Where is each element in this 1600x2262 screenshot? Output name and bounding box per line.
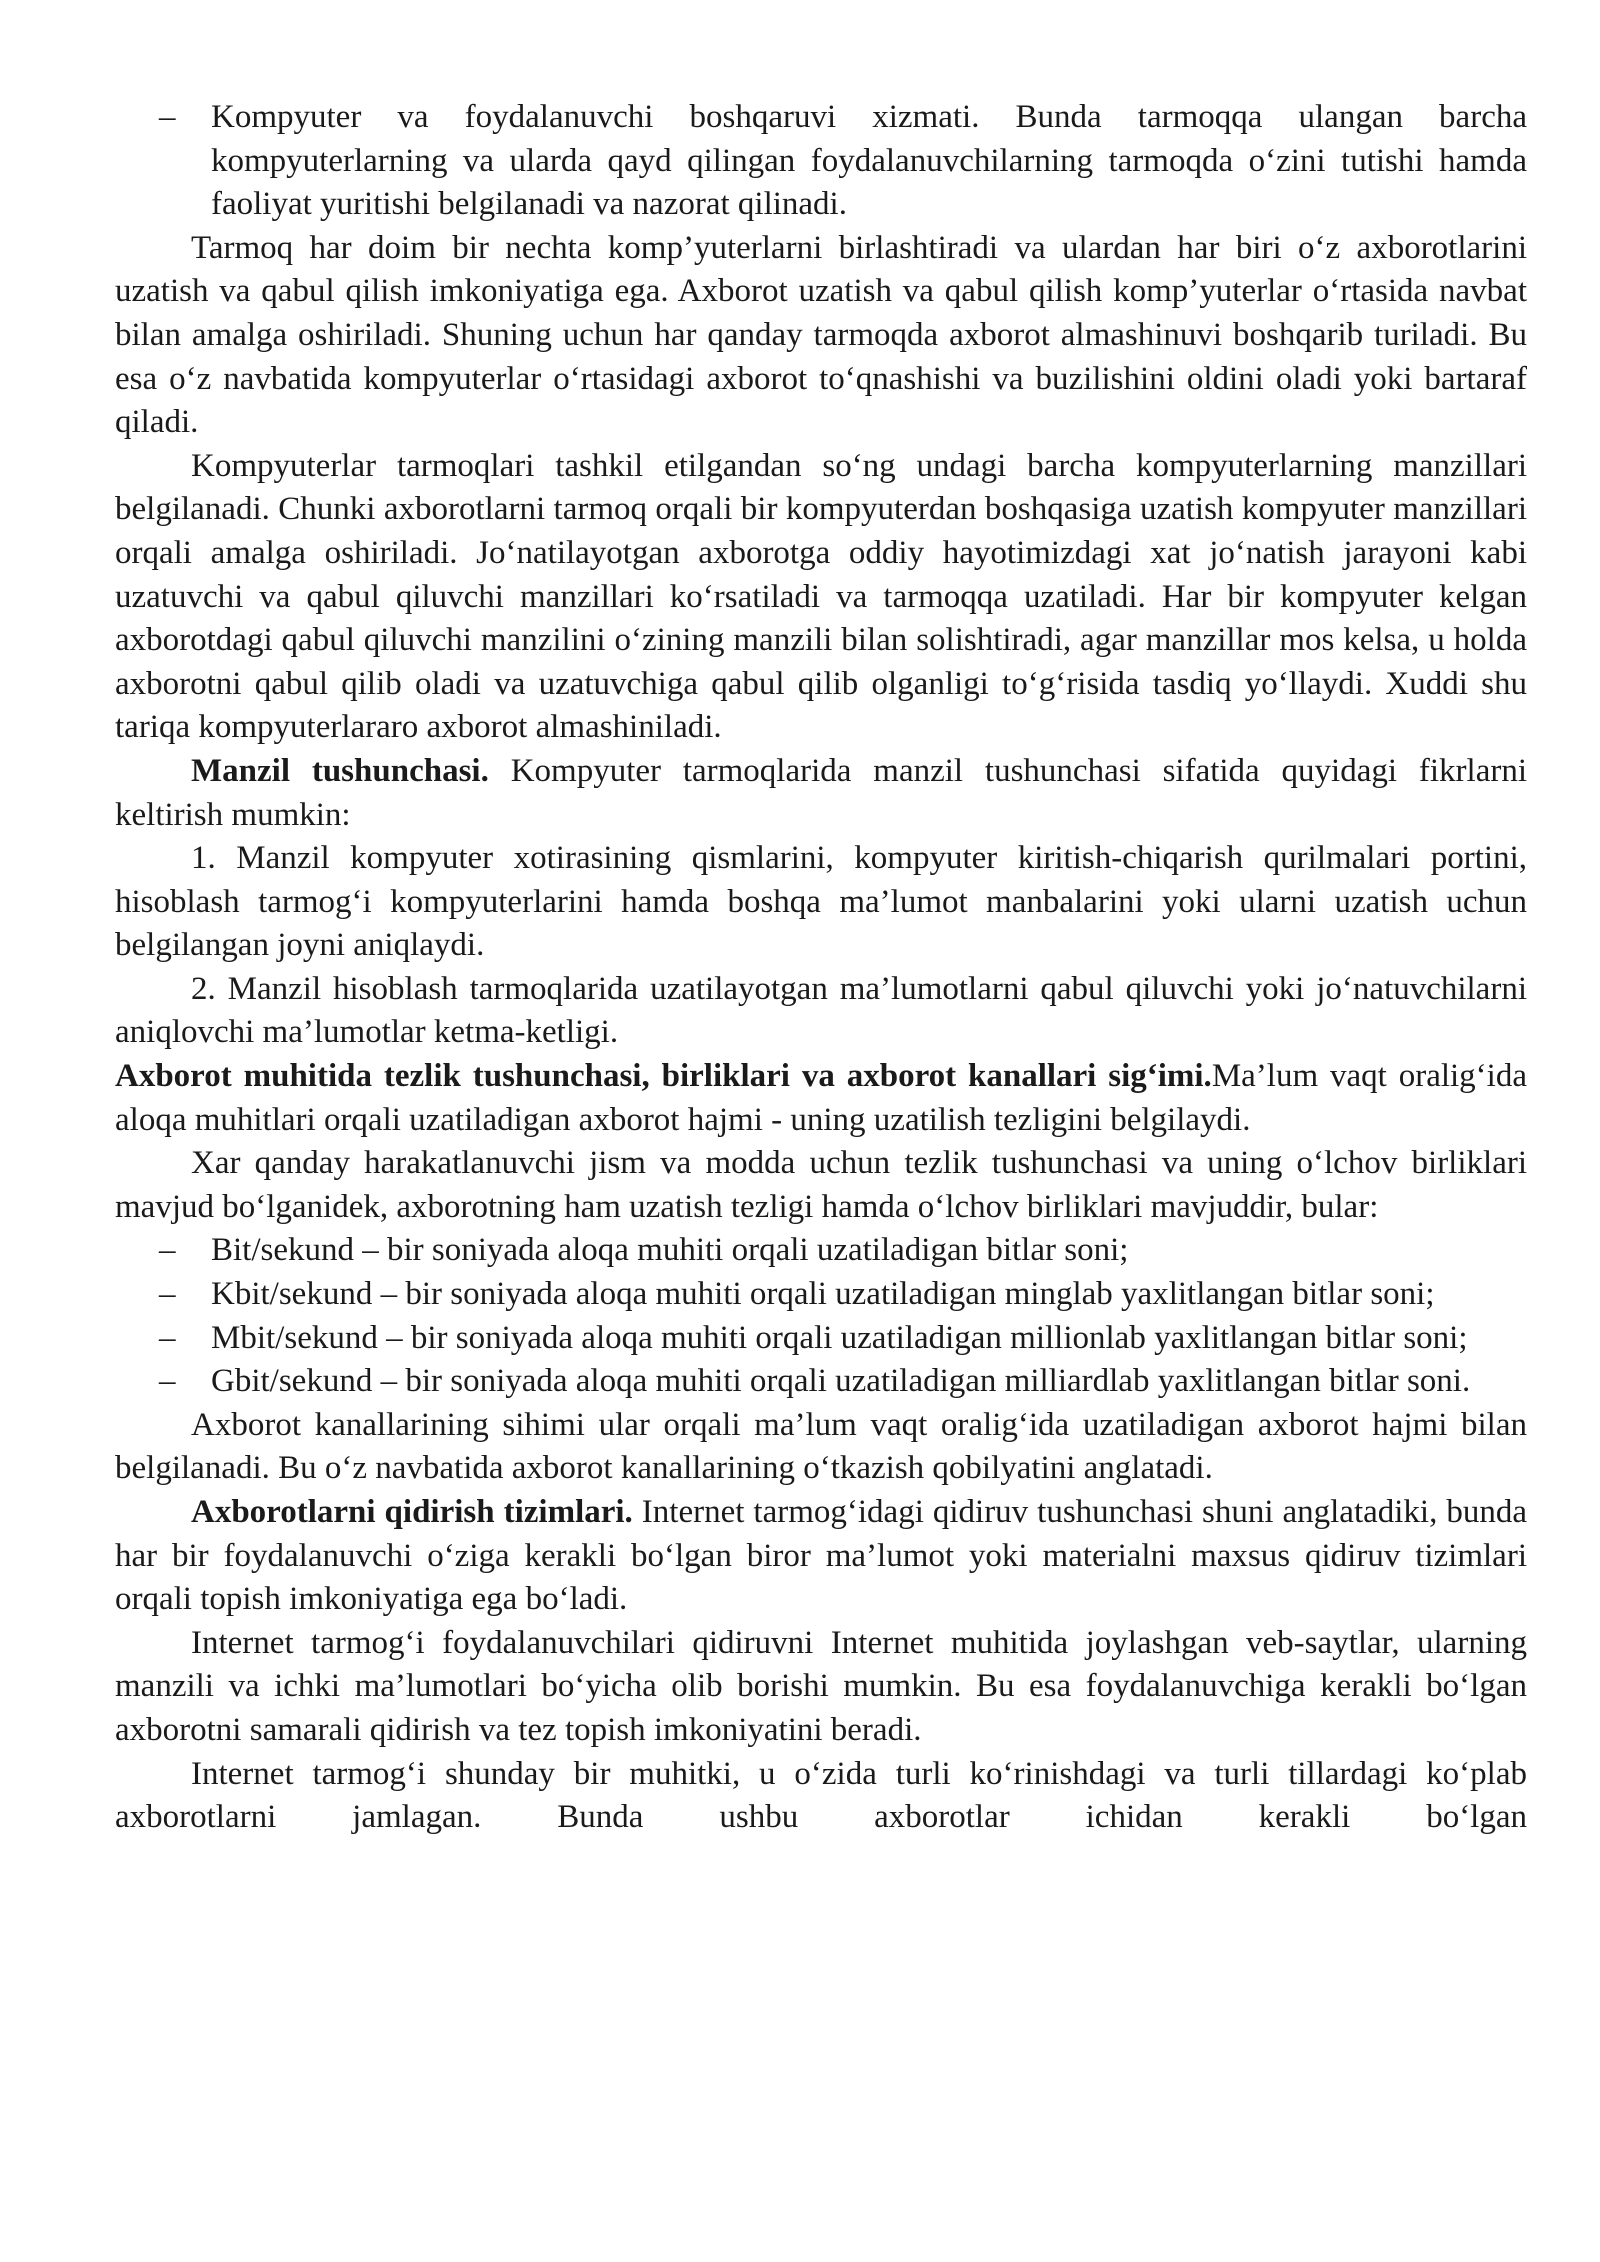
list-item <box>115 1273 1527 1317</box>
paragraph <box>115 750 1527 837</box>
paragraph: Axborot kanallarining sihimi ular orqali ma’lum vaqt oralig‘ida uzatiladigan axborot hajmi bilan belgilanadi. Bu o‘z navbatida axborot kanallarining o‘tkazish qobilyatini anglatadi. <box>115 1406 1527 1487</box>
dash-bullet: – <box>159 1232 176 1269</box>
numbered-item: 1. Manzil kompyuter xotirasining qismlarini, kompyuter kiritish-chiqarish qurilmalari portini, hisoblash tarmog‘i kompyuterlarini hamda boshqa ma’lumot manbalarini yoki ularni uzatish uchun belgilangan joyni aniqlaydi. <box>115 840 1527 964</box>
section-heading: Manzil tushunchasi. <box>191 752 489 789</box>
paragraph-text: Kompyuter tarmoqlarida manzil tushunchasi sifatida quyidagi fikrlarni keltirish mumkin: <box>115 752 1527 833</box>
list-item-text: Bit/sekund – bir soniyada aloqa muhiti orqali uzatiladigan bitlar soni; <box>211 1232 1129 1269</box>
list-item-text: Gbit/sekund – bir soniyada aloqa muhiti orqali uzatiladigan milliardlab yaxlitlangan bitlar soni. <box>211 1363 1471 1400</box>
paragraph <box>115 1055 1527 1142</box>
list-item <box>115 96 1527 227</box>
numbered-item: 2. Manzil hisoblash tarmoqlarida uzatilayotgan ma’lumotlarni qabul qiluvchi yoki jo‘natuvchilarni aniqlovchi ma’lumotlar ketma-ketligi. <box>115 970 1527 1051</box>
paragraph-text: Ma’lum vaqt oralig‘ida aloqa muhitlari orqali uzatiladigan axborot hajmi - uning uzatilish tezligini belgilaydi. <box>115 1058 1527 1138</box>
paragraph: Internet tarmog‘i foydalanuvchilari qidiruvni Internet muhitida joylashgan veb-saytlar, ularning manzili va ichki ma’lumotlari bo‘yicha olib borishi mumkin. Bu esa foydalanuvchiga kerakli bo‘lgan axborotni samarali qidirish va tez topish imkoniyatini beradi. <box>115 1624 1527 1748</box>
dash-bullet: – <box>159 99 176 135</box>
dash-bullet: – <box>159 1363 176 1400</box>
list-item <box>115 1317 1527 1361</box>
paragraph: Kompyuterlar tarmoqlari tashkil etilgandan so‘ng undagi barcha kompyuterlarning manzillari belgilanadi. Chunki axborotlarni tarmoq orqali bir kompyuterdan boshqasiga uzatish kompyuter manzillari orqali amalga oshiriladi. Jo‘natilayotgan axborotga oddiy hayotimizdagi xat jo‘natish jarayoni kabi uzatuvchi va qabul qiluvchi manzillari ko‘rsatiladi va tarmoqqa uzatiladi. Har bir kompyuter kelgan axborotdagi qabul qiluvchi manzilini o‘zining manzili bilan solishtiradi, agar manzillar mos kelsa, u holda axborotni qabul qilib oladi va uzatuvchiga qabul qilib olganligi to‘g‘risida tasdiq yo‘llaydi. Xuddi shu tariqa kompyuterlararo axborot almashiniladi. <box>115 447 1527 746</box>
list-item-text: Mbit/sekund – bir soniyada aloqa muhiti orqali uzatiladigan millionlab yaxlitlangan bitlar soni; <box>211 1319 1468 1356</box>
dash-bullet: – <box>159 1276 176 1313</box>
document-page <box>115 96 1527 1840</box>
list-item-text: Kompyuter va foydalanuvchi boshqaruvi xizmati. Bunda tarmoqqa ulangan barcha kompyuterlarning va ularda qayd qilingan foydalanuvchilarning tarmoqda o‘zini tutishi hamda faoliyat yuritishi belgilanadi va nazorat qilinadi. <box>211 99 1527 223</box>
paragraph: Tarmoq har doim bir nechta komp’yuterlarni birlashtiradi va ulardan har biri o‘z axborotlarini uzatish va qabul qilish imkoniyatiga ega. Axborot uzatish va qabul qilish komp’yuterlar o‘rtasida navbat bilan amalga oshiriladi. Shuning uchun har qanday tarmoqda axborot almashinuvi boshqarib turiladi. Bu esa o‘z navbatida kompyuterlar o‘rtasidagi axborot to‘qnashishi va buzilishini oldini oladi yoki bartaraf qiladi. <box>115 229 1527 441</box>
paragraph: Internet tarmog‘i shunday bir muhitki, u o‘zida turli ko‘rinishdagi va turli tillardagi ko‘plab axborotlarni jamlagan. Bunda ushbu axborotlar ichidan kerakli bo‘lgan <box>115 1755 1527 1836</box>
paragraph-text: Internet tarmog‘idagi qidiruv tushunchasi shuni anglatadiki, bunda har bir foydalanuvchi o‘ziga kerakli bo‘lgan biror ma’lumot yoki materialni maxsus qidiruv tizimlari orqali topish imkoniyatiga ega bo‘ladi. <box>115 1494 1527 1618</box>
list-item <box>115 1229 1527 1273</box>
dash-bullet: – <box>159 1319 176 1356</box>
paragraph: Xar qanday harakatlanuvchi jism va modda uchun tezlik tushunchasi va uning o‘lchov birliklari mavjud bo‘lganidek, axborotning ham uzatish tezligi hamda o‘lchov birliklari mavjuddir, bular: <box>115 1145 1527 1225</box>
section-heading: Axborotlarni qidirish tizimlari. <box>191 1494 633 1530</box>
list-item <box>115 1360 1527 1404</box>
paragraph <box>115 1491 1527 1622</box>
list-item-text: Kbit/sekund – bir soniyada aloqa muhiti orqali uzatiladigan minglab yaxlitlangan bitlar soni; <box>211 1276 1435 1313</box>
section-heading: Axborot muhitida tezlik tushunchasi, birliklari va axborot kanallari sig‘imi. <box>115 1058 1212 1095</box>
